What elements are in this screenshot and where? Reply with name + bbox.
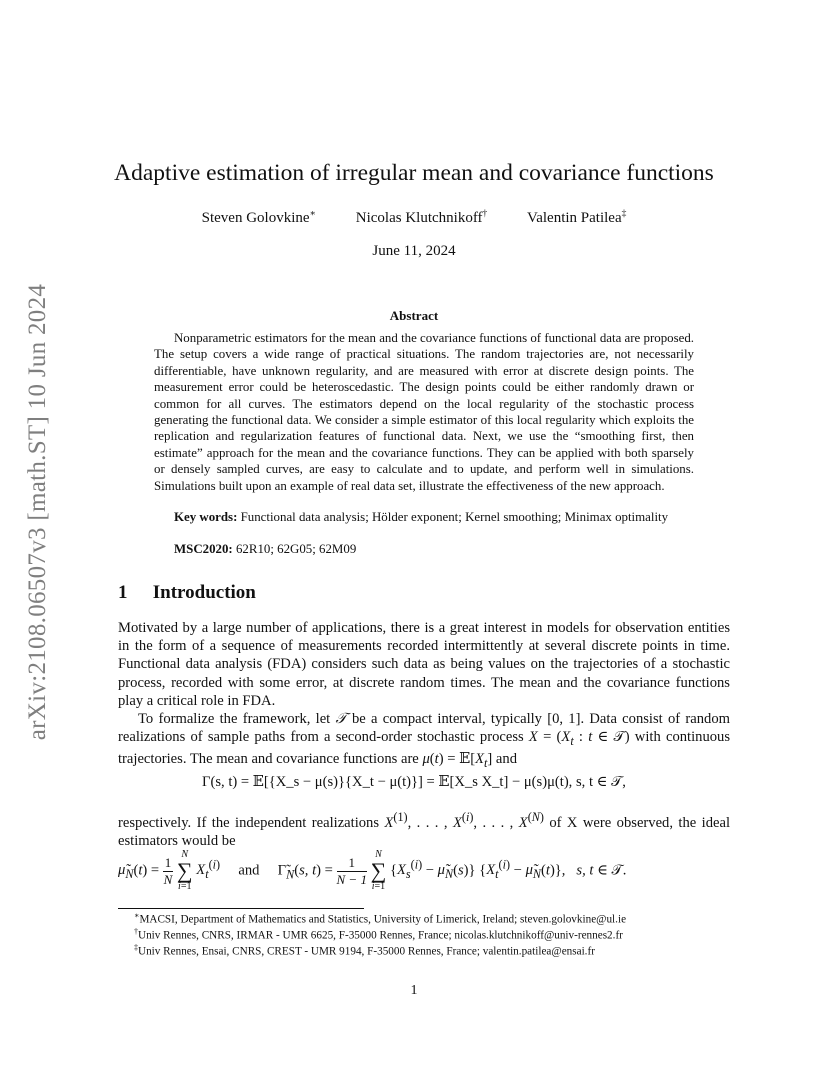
abstract-heading: Abstract	[389, 308, 439, 323]
arxiv-identifier: arXiv:2108.06507v3 [math.ST] 10 Jun 2024	[24, 283, 51, 741]
author: Valentin Patilea‡	[527, 209, 627, 226]
paragraph: Motivated by a large number of applications, there is a great interest in models for observation entities in the form of a sequence of measurements recorded intermittently at several discrete points in time. Functional data analysis (FDA) considers such data as being values on the trajectories of a stochastic process, recorded with some error, at discrete random times. The mean and the covariance functions play a critical role in FDA.	[118, 620, 730, 709]
covariance-equation: Γ(s, t) = 𝔼[{X_s − μ(s)}{X_t − μ(t)}] = 𝔼[X_s X_t] − μ(s)μ(t), s, t ∈ 𝒯,	[202, 774, 626, 790]
footnote-rule	[118, 908, 364, 909]
abstract-text: Nonparametric estimators for the mean and the covariance functions of functional data are proposed. The setup covers a wide range of practical situations. The random trajectories are, not necessarily differentiable, have unknown regularity, and are measured with error at discrete design points. The measurement error could be heteroscedastic. The design points could be either randomly drawn or common for all curves. The estimators depend on the local regularity of the stochastic process generating the functional data. We consider a simple estimator of this local regularity which exploits the replication and regularization features of functional data. Next, we use the “smoothing first, then estimate” approach for the mean and the covariance functions. They can be applied with both sparsely or densely sampled curves, are easy to calculate and to update, and perform well in simulations. Simulations built upon an example of real data set, illustrate the effectiveness of the new approach.	[154, 331, 694, 493]
keywords	[154, 509, 694, 525]
section-number: 1	[118, 582, 128, 603]
paragraph: To formalize the framework, let 𝒯 be a compact interval, typically [0, 1]. Data consist of random realizations of sample paths from a second-order stochastic process $X = (X_t$ : t ∈ 𝒯) with continuous trajectories. The mean and covariance functions are $\mu(t) = 𝔼[X_t]$ and	[118, 711, 731, 771]
footnote: †Univ Rennes, CNRS, IRMAR - UMR 6625, F-35000 Rennes, France; nicolas.klutchnikoff@univ-rennes2.fr	[134, 927, 623, 942]
msc-codes	[174, 542, 356, 557]
paper-title: Adaptive estimation of irregular mean and covariance functions	[114, 160, 714, 186]
msc-value: 62R10; 62G05; 62M09	[235, 542, 357, 556]
keywords-value: Functional data analysis; Hölder exponent; Kernel smoothing; Minimax optimality	[240, 510, 669, 524]
author: Steven Golovkine∗	[201, 209, 316, 226]
footnote: ‡Univ Rennes, Ensai, CNRS, CREST - UMR 9194, F-35000 Rennes, France; valentin.patilea@ensai.fr	[134, 943, 595, 958]
section-heading	[118, 582, 256, 604]
paragraph: respectively. If the independent realizations $X^{(1)}$, . . . , $X^{(i)}$, . . . , $X^{(N)}$ of X were observed, the ideal estimators would be	[118, 810, 731, 850]
paper-date: June 11, 2024	[372, 243, 456, 259]
page-number: 1	[410, 983, 418, 998]
keywords-label: Key words:	[174, 510, 238, 524]
section-title: Introduction	[152, 582, 256, 603]
msc-label: MSC2020:	[174, 542, 233, 556]
footnote: ∗MACSI, Department of Mathematics and Statistics, University of Limerick, Ireland; steven.golovkine@ul.ie	[134, 911, 627, 926]
estimator-equation: $\mũ_N(t)$ = $\frac{1}{N}$ N ∑ i=1 $X_t^{(i)}$ and $\Gammã_N(s$, t) = $\frac{1}{N - 1}$ N ∑ i=1 {$X_s^{(i)}$ − $\mũ_N(s)$} {$X_t^{(i)}$ − $\mũ_N(t)$}, s, t ∈ 𝒯.	[118, 849, 627, 892]
author: Nicolas Klutchnikoff†	[355, 209, 488, 226]
author-list	[0, 208, 828, 227]
